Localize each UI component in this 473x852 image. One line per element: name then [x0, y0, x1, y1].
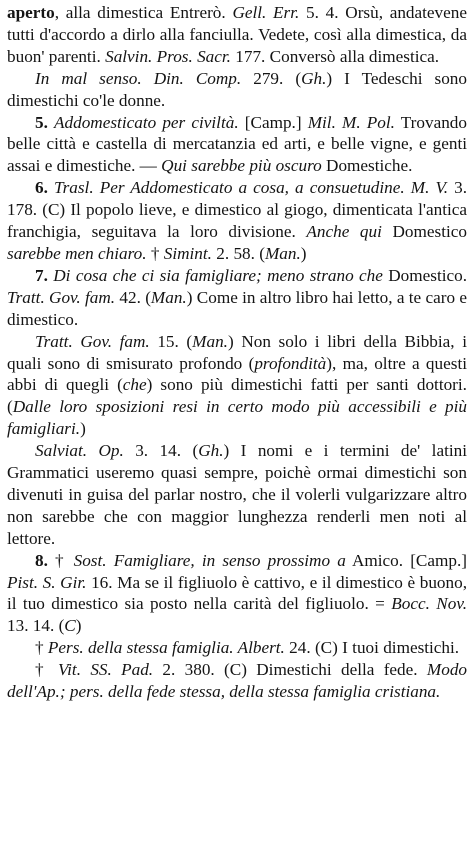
text-segment: Vit. SS. Pad. [57, 660, 154, 680]
text-segment: 6. [35, 178, 54, 198]
text-segment: ) I Tedeschi sono dimestichi co'le donne. [7, 68, 467, 110]
text-segment: Bocc. Nov. [391, 594, 467, 614]
text-segment: C [64, 616, 76, 636]
text-segment: Trovando belle città e castella di mercatanzia ed arti, e belle vigne, e genti assai e dimestiche. — [7, 112, 467, 176]
text-segment: sarebbe men chiaro. [7, 243, 147, 263]
entry-paragraph-3 [7, 112, 467, 178]
text-segment: Modo dell'Ap.; pers. della fede stessa, della stessa famiglia cristiana. [7, 660, 468, 702]
entry-paragraph-6 [7, 331, 467, 441]
text-segment: Trasl. Per Addomesticato a cosa, a consuetudine. M. V. [53, 178, 449, 198]
text-segment: ), ma, oltre a questi abbi di quegli ( [7, 353, 467, 395]
text-segment: Tratt. Gov. fam. [35, 331, 150, 351]
text-segment: , alla dimestica Entrerò. [54, 3, 233, 22]
text-segment: Mil. M. Pol. [307, 112, 395, 132]
text-segment: Tratt. Gov. fam. [7, 287, 116, 307]
entry-paragraph-8 [7, 550, 467, 638]
entry-paragraph-10 [7, 659, 467, 703]
text-segment: Gh. [198, 441, 224, 461]
text-segment: Man. [192, 331, 228, 351]
text-segment: Pers. della stessa famiglia. Albert. [47, 638, 285, 658]
text-segment: [Camp.] [238, 112, 308, 132]
text-segment: 2. 58. ( [211, 243, 265, 263]
text-segment: ) sono più dimestichi fatti per santi dottori. ( [7, 375, 467, 417]
entry-paragraph-5 [7, 265, 467, 331]
text-segment: In mal senso. Din. Comp. [35, 68, 242, 88]
text-segment: Amico. [Camp.] [345, 550, 467, 570]
text-segment: 13. 14. ( [7, 616, 65, 636]
text-segment: aperto [7, 3, 55, 22]
text-segment: Man. [264, 243, 301, 263]
text-segment: Salvin. Pros. Sacr. [105, 46, 231, 66]
text-segment: Pist. S. Gir. [7, 572, 87, 592]
text-segment: 5. [35, 112, 55, 132]
text-segment: Domestiche. [321, 156, 413, 176]
text-segment: ) I nomi e i termini de' latini Grammatici useremo quasi sempre, poichè ormai dimestichi son divenuti in guisa del parlar nostro, che il volerli vulgarizzare altro non sarebbe che con maggior lunghezza renderli men noti al lettore. [7, 441, 467, 548]
text-segment: 3. 14. ( [123, 441, 199, 461]
text-segment: 7. [35, 265, 54, 285]
text-segment: 16. Ma se il figliuolo è cattivo, e il dimestico è buono, il tuo dimestico sia posto nella carità del figliuolo. = [7, 572, 468, 614]
text-segment: ) [75, 616, 82, 636]
text-segment: che [122, 375, 147, 395]
text-segment: Domestico. [382, 265, 468, 285]
text-segment: Simint. [163, 243, 212, 263]
text-segment: 24. (C) I tuoi dimestichi. [284, 638, 460, 658]
text-segment: Dalle loro sposizioni resi in certo modo più accessibili e più famigliari. [7, 397, 467, 439]
text-segment: † [35, 638, 48, 658]
entry-paragraph-1 [7, 2, 467, 68]
text-segment: Addomesticato per civiltà. [54, 112, 239, 132]
text-segment: 42. ( [115, 287, 151, 307]
text-segment: ) Come in altro libro hai letto, a te caro e dimestico. [7, 287, 467, 329]
text-segment: † [55, 550, 74, 570]
text-segment: Di cosa che ci sia famigliare; meno strano che [53, 265, 383, 285]
text-segment: profondità [254, 353, 327, 373]
text-segment: ) [300, 243, 307, 263]
dictionary-page [7, 2, 467, 703]
text-segment: ) Non solo i libri della Bibbia, i quali sono di smisurato profondo ( [7, 331, 467, 373]
text-segment: Salviat. Op. [35, 441, 124, 461]
entry-paragraph-7 [7, 440, 467, 550]
text-segment: Domestico [381, 222, 467, 242]
text-segment: † [146, 243, 164, 263]
entry-paragraph-2 [7, 68, 467, 112]
text-segment: 15. ( [149, 331, 193, 351]
text-segment: 2. 380. (C) Dimestichi della fede. [153, 660, 427, 680]
text-segment: † [35, 660, 58, 680]
entry-paragraph-9 [7, 637, 467, 659]
text-segment: 177. Conversò alla dimestica. [230, 46, 440, 66]
text-segment: Man. [150, 287, 187, 307]
text-segment: 8. [35, 550, 56, 570]
text-segment: 279. ( [241, 68, 302, 88]
text-segment: Sost. Famigliare, in senso prossimo a [73, 550, 346, 570]
entry-paragraph-4 [7, 177, 467, 265]
text-segment: Anche qui [306, 222, 382, 242]
text-segment: Gell. Err. [232, 3, 300, 22]
text-segment: 3. 178. (C) Il popolo lieve, e dimestico al giogo, dimenticata l'antica franchigia, seguitava la loro divisione. [7, 178, 468, 242]
text-segment: Gh. [301, 68, 327, 88]
text-segment: 5. 4. Orsù, andatevene tutti d'accordo a dirlo alla fanciulla. Vedete, così alla dimestica, da buon' parenti. [7, 3, 468, 66]
text-segment: ) [80, 419, 86, 439]
text-segment: Qui sarebbe più oscuro [161, 156, 322, 176]
